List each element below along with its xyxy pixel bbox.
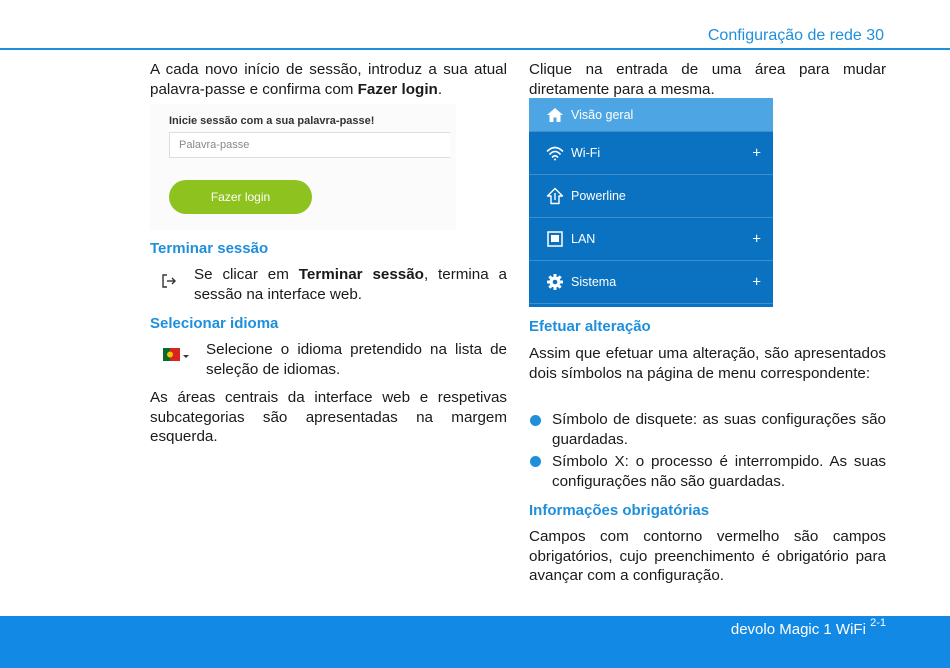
menu-item-label: Wi-Fi (571, 146, 601, 160)
gear-icon (546, 273, 564, 291)
page-footer (0, 616, 950, 668)
footer-product-name: devolo Magic 1 WiFi (730, 621, 871, 638)
menu-item-overview[interactable] (529, 98, 773, 132)
menu-item-label: Visão geral (571, 107, 634, 122)
menu-item-label: Powerline (571, 189, 626, 203)
lan-icon (546, 230, 564, 248)
expand-plus-icon[interactable]: + (752, 273, 761, 291)
bullet-icon (530, 415, 541, 426)
powerline-icon (546, 187, 564, 205)
login-form-screenshot (150, 104, 456, 230)
page-header-title: Configuração de rede 30 (707, 27, 884, 44)
header-divider (0, 48, 950, 50)
logout-text-bold: Terminar sessão (298, 266, 424, 283)
heading-language: Selecionar idioma (150, 315, 279, 332)
menu-item-powerline[interactable] (529, 175, 773, 218)
logout-text-end: , termina a sessão na interface web. (194, 266, 508, 303)
menu-item-label: LAN (571, 232, 596, 246)
menu-item-label: Sistema (571, 275, 617, 289)
language-text: Selecione o idioma pretendido na lista de seleção de idiomas. (206, 341, 507, 378)
login-button[interactable]: Fazer login (169, 180, 312, 214)
expand-plus-icon[interactable]: + (752, 230, 761, 248)
bullet-cancel-text: Símbolo X: o processo é interrompido. As suas configurações não são guardadas. (552, 453, 886, 490)
logout-text (194, 265, 507, 304)
logout-text-part: Se clicar em (194, 266, 299, 283)
menu-item-system[interactable] (529, 261, 773, 304)
login-label: Inicie sessão com a sua palavra-passe! (169, 115, 375, 127)
menu-intro-text: Clique na entrada de uma área para mudar diretamente para a mesma. (529, 61, 886, 98)
login-intro-part: A cada novo início de sessão, introduz a sua atual palavra-passe e confirma com (150, 61, 507, 98)
password-input[interactable]: Palavra-passe (169, 132, 450, 158)
page-header (0, 0, 950, 50)
login-intro-bold: Fazer login (357, 80, 438, 98)
web-interface-menu (529, 98, 773, 307)
menu-item-wifi[interactable] (529, 132, 773, 175)
footer-page-ref: 2-1 (870, 617, 886, 629)
required-text: Campos com contorno vermelho são campos obrigatórios, cujo preenchimento é obrigatório para avançar com a configuração. (529, 528, 886, 584)
home-icon (546, 106, 564, 124)
expand-plus-icon[interactable]: + (752, 144, 761, 162)
change-text: Assim que efetuar uma alteração, são apresentados dois símbolos na página de menu correspondente: (529, 345, 886, 382)
heading-change: Efetuar alteração (529, 318, 651, 335)
heading-required: Informações obrigatórias (529, 502, 710, 519)
areas-text: As áreas centrais da interface web e respetivas subcategorias são apresentadas na margem esquerda. (150, 389, 507, 445)
portugal-flag-icon (163, 347, 191, 363)
wifi-icon (546, 144, 564, 162)
login-intro-text (150, 60, 507, 99)
footer-product (731, 619, 886, 638)
menu-item-lan[interactable] (529, 218, 773, 261)
logout-icon (160, 272, 178, 290)
bullet-icon (530, 456, 541, 467)
heading-logout: Terminar sessão (150, 240, 269, 257)
bullet-save-text: Símbolo de disquete: as suas configurações são guardadas. (552, 411, 886, 448)
login-intro-end: . (437, 80, 443, 98)
